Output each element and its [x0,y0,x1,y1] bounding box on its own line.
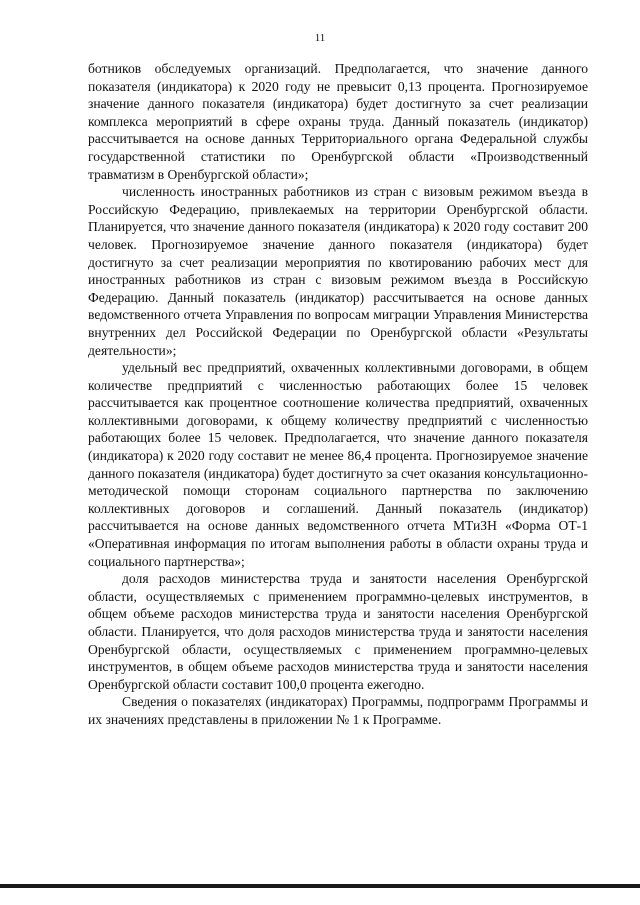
page-number: 11 [314,32,326,44]
paragraph-program-expenses: доля расходов министерства труда и занятости населения Оренбургской области, осуществляемых с применением программно-целевых инструментов, в общем объеме расходов министерства труда и занятости населения Оренбургской области. Планируется, что доля расходов министерства труда и занятости населения Оренбургской области, осуществляемых с применением программно-целевых инструментов, в общем объеме расходов министерства труда и занятости населения Оренбургской области составит 100,0 процента ежегодно. [88,571,588,692]
paragraph-foreign-workers: численность иностранных работников из стран с визовым режимом въезда в Российскую Федерацию, привлекаемых на территории Оренбургской области. Планируется, что значение данного показателя (индикатора) к 2020 году составит 200 человек. Прогнозируемое значение данного показателя (индикатора) будет достигнуто за счет реализации мероприятия по квотированию рабочих мест для иностранных работников из стран с визовым режимом въезда в Российскую Федерацию. Данный показатель (индикатор) рассчитывается на основе данных ведомственного отчета Управления по вопросам миграции Управления Министерства внутренних дел Российской Федерации по Оренбургской области «Результаты деятельности»; [88,184,588,358]
footer-divider [0,884,640,888]
paragraph-collective-agreements: удельный вес предприятий, охваченных коллективными договорами, в общем количестве предприятий с численностью работающих более 15 человек рассчитывается как процентное соотношение количества предприятий, охваченных коллективными договорами, к общему количеству предприятий с численностью работающих более 15 человек. Предполагается, что значение данного показателя (индикатора) к 2020 году составит не менее 86,4 процента. Прогнозируемое значение данного показателя (индикатора) будет достигнуто за счет оказания консультационно-методической помощи сторонам социального партнерства по заключению коллективных договоров и соглашений. Данный показатель (индикатор) рассчитывается на основе данных ведомственного отчета МТиЗН «Форма ОТ-1 «Оперативная информация по итогам выполнения работы в области охраны труда и социального партнерства»; [88,360,588,569]
document-body [88,60,588,729]
paragraph-indicators-reference: Сведения о показателях (индикаторах) Программы, подпрограмм Программы и их значениях представлены в приложении № 1 к Программе. [88,694,588,727]
paragraph-continuation: ботников обследуемых организаций. Предполагается, что значение данного показателя (индикатора) к 2020 году не превысит 0,13 процента. Прогнозируемое значение данного показателя (индикатора) будет достигнуто за счет реализации комплекса мероприятий в сфере охраны труда. Данный показатель (индикатор) рассчитывается на основе данных Территориального органа Федеральной службы государственной статистики по Оренбургской области «Производственный травматизм в Оренбургской области»; [88,61,588,182]
